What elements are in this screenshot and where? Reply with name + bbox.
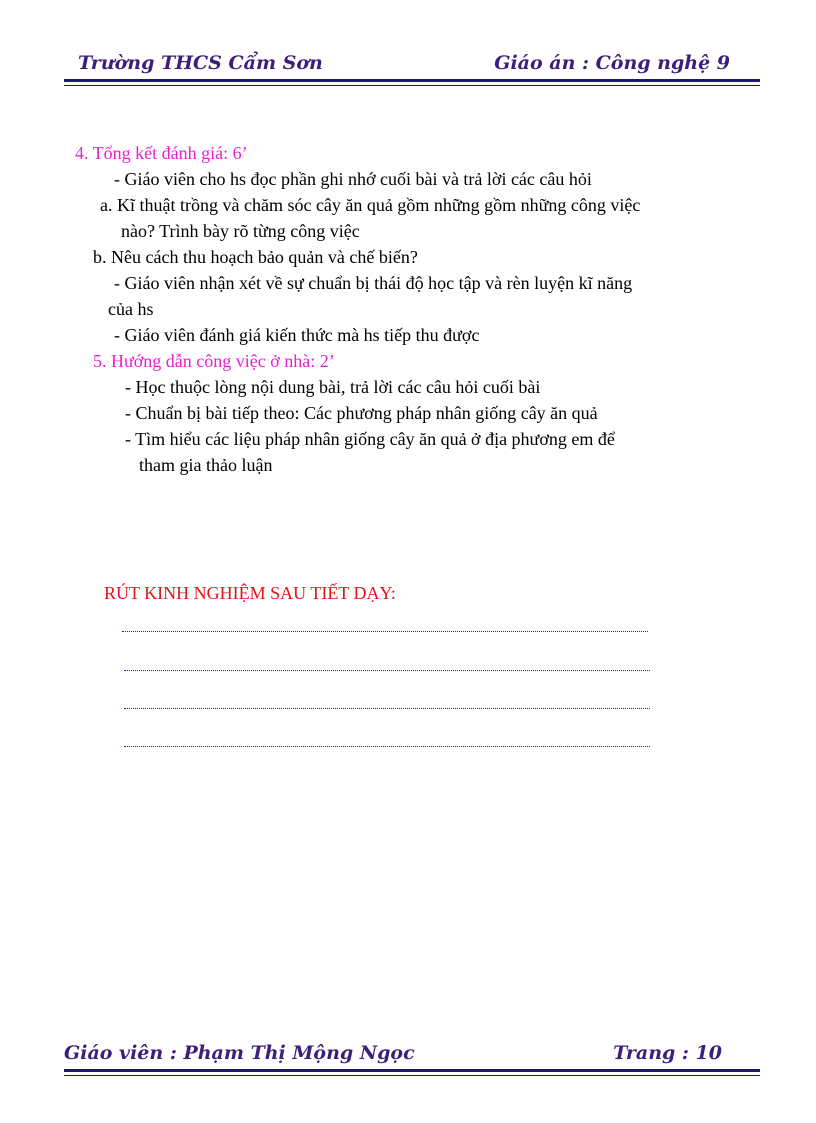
summary-line-3: nào? Trình bày rõ từng công việc (121, 221, 360, 241)
notes-line-2 (124, 670, 650, 671)
school-name: Trường THCS Cẩm Sơn (78, 52, 323, 74)
footer-rule (64, 1069, 760, 1076)
teacher-name: Giáo viên : Phạm Thị Mộng Ngọc (64, 1042, 415, 1064)
subject-title: Giáo án : Công nghệ 9 (494, 52, 730, 74)
page-footer (64, 1042, 760, 1068)
notes-line-1 (122, 631, 648, 632)
notes-line-4 (124, 746, 650, 747)
page-header (64, 52, 760, 78)
page-number: Trang : 10 (613, 1042, 722, 1064)
summary-line-6: của hs (108, 299, 154, 319)
homework-line-1: - Học thuộc lòng nội dung bài, trả lời các câu hỏi cuối bài (125, 377, 541, 397)
summary-line-5: - Giáo viên nhận xét về sự chuẩn bị thái độ học tập và rèn luyện kĩ năng (114, 273, 633, 293)
notes-line-3 (124, 708, 650, 709)
summary-line-4: b. Nêu cách thu hoạch bảo quản và chế biến? (93, 247, 418, 267)
homework-line-3: - Tìm hiểu các liệu pháp nhân giống cây ăn quả ở địa phương em để (125, 429, 615, 449)
homework-line-4: tham gia thảo luận (139, 455, 273, 475)
summary-heading: 4. Tổng kết đánh giá: 6’ (75, 143, 248, 163)
experience-title: RÚT KINH NGHIỆM SAU TIẾT DẠY: (104, 583, 396, 603)
summary-line-2: a. Kĩ thuật trồng và chăm sóc cây ăn quả gồm những gồm những công việc (100, 195, 641, 215)
homework-heading: 5. Hướng dẫn công việc ở nhà: 2’ (93, 351, 335, 371)
summary-line-1: - Giáo viên cho hs đọc phần ghi nhớ cuối bài và trả lời các câu hỏi (114, 169, 592, 189)
homework-line-2: - Chuẩn bị bài tiếp theo: Các phương pháp nhân giống cây ăn quả (125, 403, 598, 423)
header-rule (64, 79, 760, 86)
summary-line-7: - Giáo viên đánh giá kiến thức mà hs tiếp thu được (114, 325, 480, 345)
